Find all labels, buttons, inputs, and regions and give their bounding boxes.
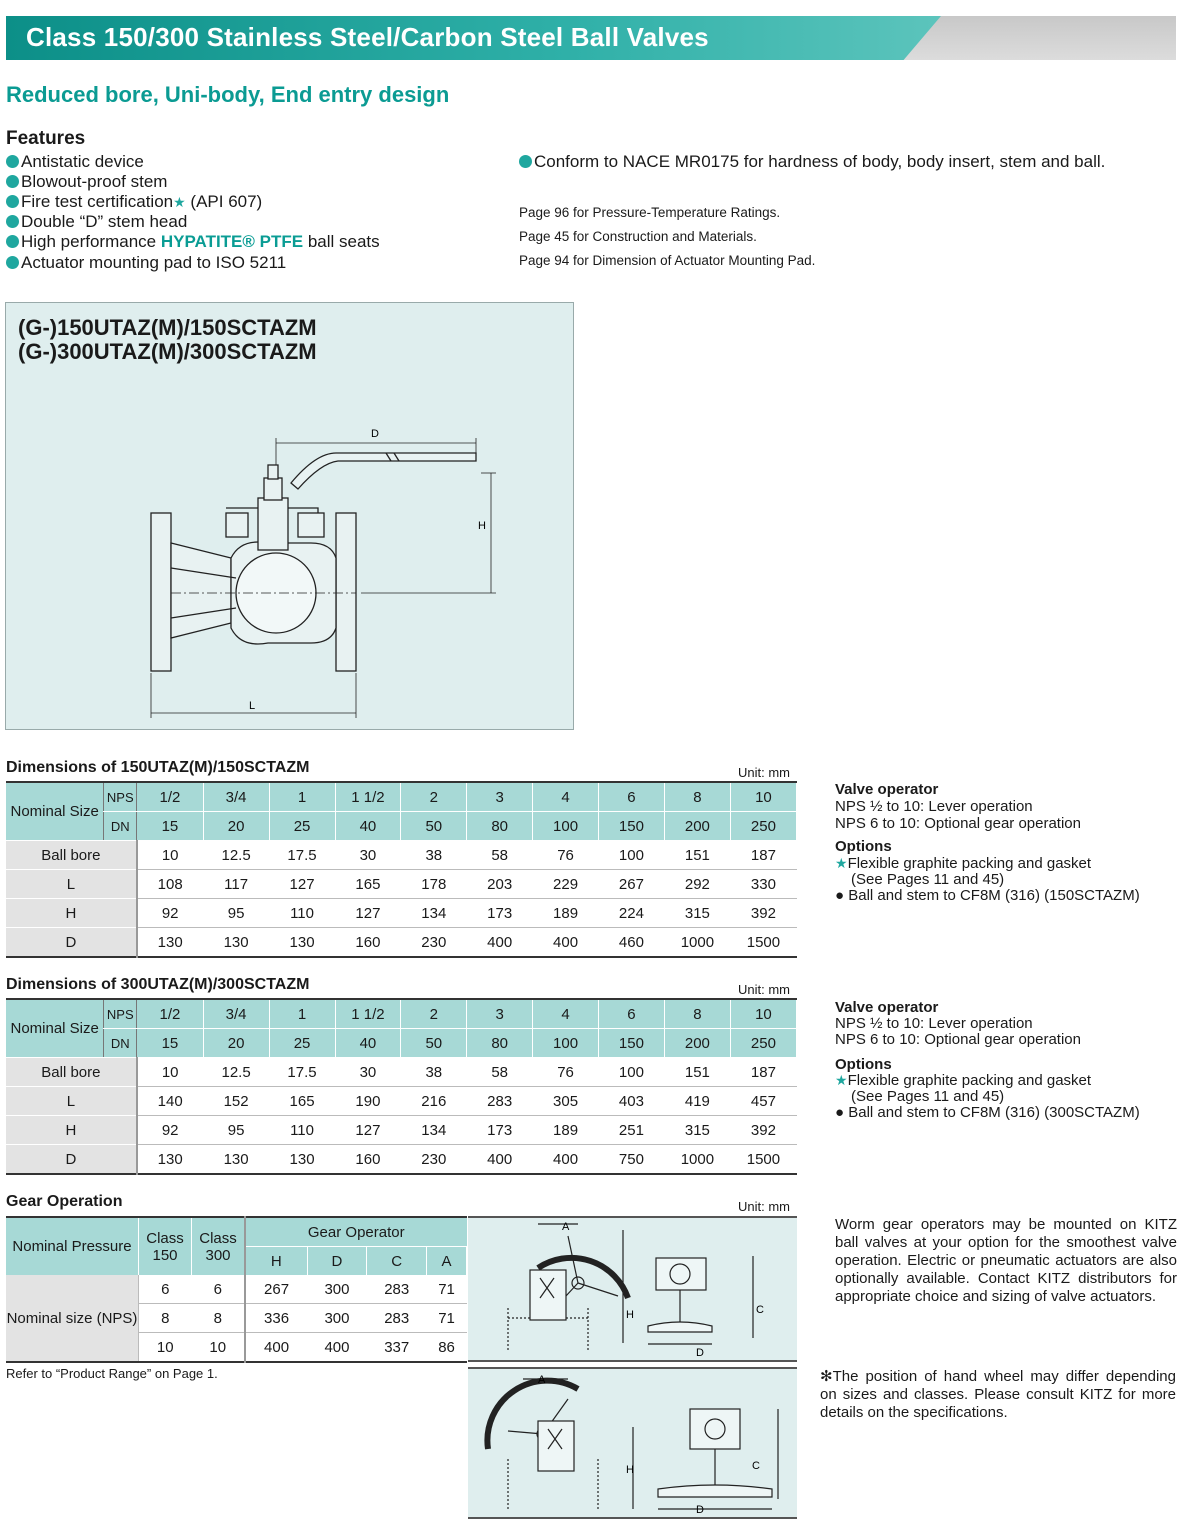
bullet-icon xyxy=(6,155,19,168)
table-row-l xyxy=(6,1087,797,1116)
diagram-label-c: C xyxy=(756,1304,764,1316)
table-cell: 400 xyxy=(245,1333,307,1363)
gear-column-header: H xyxy=(245,1247,307,1276)
table-cell: 251 xyxy=(599,1116,665,1145)
table-cell: 460 xyxy=(599,928,665,958)
table-cell: 100 xyxy=(599,1058,665,1087)
table-cell: 300 xyxy=(307,1304,367,1333)
gear-heading: Gear Operation xyxy=(6,1193,123,1210)
table-row-d xyxy=(6,1145,797,1175)
table-cell: 12.5 xyxy=(203,1058,269,1087)
table-row-h xyxy=(6,1116,797,1145)
table-cell: 58 xyxy=(467,1058,533,1087)
table-cell: 267 xyxy=(599,870,665,899)
feature-item: Double “D” stem head xyxy=(6,212,187,232)
unit-label: Unit: mm xyxy=(738,1199,790,1214)
table-cell: 20 xyxy=(203,1029,269,1058)
table-cell: 10 xyxy=(137,1058,203,1087)
table-cell: 3 xyxy=(467,782,533,812)
table-cell: 403 xyxy=(599,1087,665,1116)
table-cell: 305 xyxy=(533,1087,599,1116)
table-cell: 400 xyxy=(467,1145,533,1175)
table-cell: 92 xyxy=(137,899,203,928)
feature-item: Antistatic device xyxy=(6,152,144,172)
model-title-150: (G-)150UTAZ(M)/150SCTAZM xyxy=(18,315,317,340)
table-cell: 38 xyxy=(401,841,467,870)
star-icon: ★ xyxy=(835,1072,848,1088)
feature-item: Blowout-proof stem xyxy=(6,172,167,192)
table-cell: 6 xyxy=(139,1275,192,1304)
table-cell: 1000 xyxy=(664,1145,730,1175)
table-cell: 216 xyxy=(401,1087,467,1116)
table-cell: 1500 xyxy=(730,928,796,958)
table-cell: 80 xyxy=(467,812,533,841)
table-cell: 8 xyxy=(664,999,730,1029)
table-cell: 151 xyxy=(664,1058,730,1087)
unit-label: Unit: mm xyxy=(738,765,790,780)
valve-operator-heading: Valve operator xyxy=(835,781,939,798)
h-label: H xyxy=(6,899,137,928)
diagram-label-h: H xyxy=(626,1464,634,1476)
dn-label: DN xyxy=(104,1029,137,1058)
table-cell: 71 xyxy=(427,1275,467,1304)
table-cell: 160 xyxy=(335,1145,401,1175)
dimension-label-l: L xyxy=(249,700,256,712)
diagram-label-a: A xyxy=(562,1221,570,1233)
table300-heading: Dimensions of 300UTAZ(M)/300SCTAZM xyxy=(6,976,310,993)
table-cell: 392 xyxy=(730,1116,796,1145)
table-cell: 315 xyxy=(664,899,730,928)
table-cell: 130 xyxy=(137,928,203,958)
table-cell: 1/2 xyxy=(137,782,203,812)
table-cell: 189 xyxy=(533,899,599,928)
table-cell: 20 xyxy=(203,812,269,841)
unit-label: Unit: mm xyxy=(738,982,790,997)
page-title: Class 150/300 Stainless Steel/Carbon Steel Ball Valves xyxy=(26,22,709,52)
table-cell: 200 xyxy=(664,1029,730,1058)
gear-note: Worm gear operators may be mounted on KITZ ball valves at your option for the smoothest valve operation. Electric or pneumatic actuators are also optionally available. Contact KITZ distributors for appropriate choice and sizing of valve actuators. xyxy=(835,1216,1177,1305)
table-cell: 25 xyxy=(269,1029,335,1058)
table-cell: 203 xyxy=(467,870,533,899)
d-label: D xyxy=(6,928,137,958)
dn-label: DN xyxy=(104,812,137,841)
nominal-pressure-label: Nominal Pressure xyxy=(6,1217,139,1275)
table-cell: 150 xyxy=(599,812,665,841)
table-cell: 10 xyxy=(192,1333,246,1363)
table-cell: 337 xyxy=(367,1333,427,1363)
options-heading: Options xyxy=(835,1056,892,1073)
options-heading: Options xyxy=(835,838,892,855)
refer-note: Refer to “Product Range” on Page 1. xyxy=(6,1366,218,1381)
gear-operator-label: Gear Operator xyxy=(245,1217,467,1247)
table-cell: 750 xyxy=(599,1145,665,1175)
table-cell: 250 xyxy=(730,1029,796,1058)
table-cell: 127 xyxy=(335,1116,401,1145)
table-cell: 189 xyxy=(533,1116,599,1145)
bullet-icon xyxy=(6,215,19,228)
table-cell: 17.5 xyxy=(269,841,335,870)
table-cell: 230 xyxy=(401,1145,467,1175)
header-banner xyxy=(6,16,1176,60)
gear-column-header: C xyxy=(367,1247,427,1276)
d-label: D xyxy=(6,1145,137,1175)
table-cell: 30 xyxy=(335,1058,401,1087)
dimension-label-h: H xyxy=(478,520,486,532)
table-cell: 130 xyxy=(269,1145,335,1175)
table-cell: 92 xyxy=(137,1116,203,1145)
table-cell: 400 xyxy=(533,928,599,958)
table-cell: 230 xyxy=(401,928,467,958)
table-cell: 6 xyxy=(192,1275,246,1304)
table-cell: 10 xyxy=(137,841,203,870)
table-row-h xyxy=(6,899,797,928)
feature-nace: Conform to NACE MR0175 for hardness of body, body insert, stem and ball. xyxy=(519,152,1105,172)
table-cell: 283 xyxy=(467,1087,533,1116)
table-cell: 40 xyxy=(335,812,401,841)
table-cell: 173 xyxy=(467,1116,533,1145)
page-subtitle: Reduced bore, Uni-body, End entry design xyxy=(6,82,450,107)
class300-label: Class 300 xyxy=(192,1217,246,1275)
feature-item: Actuator mounting pad to ISO 5211 xyxy=(6,253,286,273)
table-row-nps xyxy=(6,999,797,1029)
star-icon: ★ xyxy=(835,855,848,871)
table-cell: 127 xyxy=(269,870,335,899)
table-row-l xyxy=(6,870,797,899)
dimension-label-d: D xyxy=(371,428,379,440)
table-cell: 130 xyxy=(203,928,269,958)
ball-bore-label: Ball bore xyxy=(6,841,137,870)
table-cell: 8 xyxy=(192,1304,246,1333)
ball-bore-label: Ball bore xyxy=(6,1058,137,1087)
table-cell: 76 xyxy=(533,841,599,870)
valve-drawing-panel xyxy=(5,302,574,730)
table-cell: 173 xyxy=(467,899,533,928)
gear-drawing-panel-1 xyxy=(468,1216,797,1362)
table-cell: 267 xyxy=(245,1275,307,1304)
table-cell: 15 xyxy=(137,1029,203,1058)
table-cell: 10 xyxy=(730,999,796,1029)
table-cell: 1 xyxy=(269,782,335,812)
table-cell: 3 xyxy=(467,999,533,1029)
table-cell: 15 xyxy=(137,812,203,841)
hypatite-brand: HYPATITE® PTFE xyxy=(160,232,304,251)
table-row-ball-bore xyxy=(6,841,797,870)
table-cell: 134 xyxy=(401,1116,467,1145)
table-cell: 76 xyxy=(533,1058,599,1087)
table-cell: 86 xyxy=(427,1333,467,1363)
table-cell: 1/2 xyxy=(137,999,203,1029)
table-cell: 1500 xyxy=(730,1145,796,1175)
diagram-label-c: C xyxy=(752,1460,760,1472)
gear-operation-table xyxy=(6,1216,467,1363)
option-item: ● Ball and stem to CF8M (316) (150SCTAZM) xyxy=(835,887,1140,904)
table-cell: 400 xyxy=(307,1333,367,1363)
valve-operator-text: NPS ½ to 10: Lever operation xyxy=(835,1015,1033,1032)
table-cell: 110 xyxy=(269,1116,335,1145)
h-label: H xyxy=(6,1116,137,1145)
class150-label: Class 150 xyxy=(139,1217,192,1275)
valve-operator-text: NPS 6 to 10: Optional gear operation xyxy=(835,1031,1081,1048)
table-cell: 80 xyxy=(467,1029,533,1058)
table-cell: 130 xyxy=(269,928,335,958)
table-cell: 1 1/2 xyxy=(335,999,401,1029)
table-row-ball-bore xyxy=(6,1058,797,1087)
table-cell: 187 xyxy=(730,841,796,870)
nominal-size-label: Nominal Size xyxy=(6,782,104,841)
table-cell: 3/4 xyxy=(203,999,269,1029)
hand-wheel-note: ✻The position of hand wheel may differ depending on sizes and classes. Please consult KITZ for more details on the specifications. xyxy=(820,1368,1176,1421)
gear-column-header: A xyxy=(427,1247,467,1276)
table-cell: 40 xyxy=(335,1029,401,1058)
feature-item: High performance HYPATITE® PTFE ball seats xyxy=(6,232,380,252)
diagram-label-d: D xyxy=(696,1504,704,1516)
table-row-nps xyxy=(6,782,797,812)
nominal-size-label: Nominal Size xyxy=(6,999,104,1058)
bullet-icon: ● xyxy=(835,1104,849,1121)
table-cell: 38 xyxy=(401,1058,467,1087)
table-cell: 330 xyxy=(730,870,796,899)
features-heading: Features xyxy=(6,128,86,149)
gear-operator-drawing xyxy=(468,1369,797,1517)
table-cell: 117 xyxy=(203,870,269,899)
table-cell: 178 xyxy=(401,870,467,899)
l-label: L xyxy=(6,870,137,899)
page-ref: Page 45 for Construction and Materials. xyxy=(519,229,757,244)
gear-drawing-panel-2 xyxy=(468,1367,797,1519)
table-row xyxy=(6,1275,467,1304)
table-cell: 134 xyxy=(401,899,467,928)
table-cell: 140 xyxy=(137,1087,203,1116)
table-cell: 315 xyxy=(664,1116,730,1145)
table-cell: 71 xyxy=(427,1304,467,1333)
table-cell: 400 xyxy=(533,1145,599,1175)
asterisk-icon: ✻ xyxy=(820,1368,833,1385)
table-cell: 224 xyxy=(599,899,665,928)
option-item: ★Flexible graphite packing and gasket xyxy=(835,855,1092,872)
table-cell: 95 xyxy=(203,899,269,928)
table-cell: 130 xyxy=(203,1145,269,1175)
option-item: ★Flexible graphite packing and gasket xyxy=(835,1072,1092,1089)
diagram-label-h: H xyxy=(626,1309,634,1321)
table-cell: 50 xyxy=(401,1029,467,1058)
table-cell: 100 xyxy=(533,812,599,841)
option-note: (See Pages 11 and 45) xyxy=(851,871,1005,888)
table-cell: 1 xyxy=(269,999,335,1029)
table-row-d xyxy=(6,928,797,958)
table-cell: 165 xyxy=(335,870,401,899)
dimensions-table-150 xyxy=(6,781,797,958)
l-label: L xyxy=(6,1087,137,1116)
bullet-icon xyxy=(6,235,19,248)
bullet-icon xyxy=(6,175,19,188)
table-cell: 17.5 xyxy=(269,1058,335,1087)
bullet-icon: ● xyxy=(835,887,849,904)
table-cell: 10 xyxy=(730,782,796,812)
table-cell: 1000 xyxy=(664,928,730,958)
bullet-icon xyxy=(6,256,19,269)
nominal-size-label: Nominal size (NPS) xyxy=(6,1275,139,1362)
table-cell: 151 xyxy=(664,841,730,870)
table-cell: 457 xyxy=(730,1087,796,1116)
table-cell: 50 xyxy=(401,812,467,841)
table-cell: 200 xyxy=(664,812,730,841)
valve-operator-text: NPS ½ to 10: Lever operation xyxy=(835,798,1033,815)
dimensions-table-300 xyxy=(6,998,797,1175)
star-icon: ★ xyxy=(173,194,186,210)
table-cell: 4 xyxy=(533,782,599,812)
nps-label: NPS xyxy=(104,999,137,1029)
table-cell: 130 xyxy=(137,1145,203,1175)
table-cell: 2 xyxy=(401,782,467,812)
table-cell: 283 xyxy=(367,1275,427,1304)
table-cell: 160 xyxy=(335,928,401,958)
table-cell: 2 xyxy=(401,999,467,1029)
table-cell: 58 xyxy=(467,841,533,870)
table-cell: 187 xyxy=(730,1058,796,1087)
page-ref: Page 96 for Pressure-Temperature Ratings. xyxy=(519,205,781,220)
valve-operator-text: NPS 6 to 10: Optional gear operation xyxy=(835,815,1081,832)
table-cell: 30 xyxy=(335,841,401,870)
bullet-icon xyxy=(519,155,532,168)
table-cell: 100 xyxy=(599,841,665,870)
table-cell: 127 xyxy=(335,899,401,928)
table-cell: 10 xyxy=(139,1333,192,1363)
gear-operator-drawing xyxy=(468,1218,797,1360)
nps-label: NPS xyxy=(104,782,137,812)
table-cell: 100 xyxy=(533,1029,599,1058)
table-cell: 4 xyxy=(533,999,599,1029)
table150-heading: Dimensions of 150UTAZ(M)/150SCTAZM xyxy=(6,759,310,776)
table-cell: 150 xyxy=(599,1029,665,1058)
table-cell: 419 xyxy=(664,1087,730,1116)
table-row-dn xyxy=(6,812,797,841)
gear-column-header: D xyxy=(307,1247,367,1276)
option-note: (See Pages 11 and 45) xyxy=(851,1088,1005,1105)
table-cell: 95 xyxy=(203,1116,269,1145)
table-cell: 3/4 xyxy=(203,782,269,812)
table-cell: 400 xyxy=(467,928,533,958)
option-item: ● Ball and stem to CF8M (316) (300SCTAZM) xyxy=(835,1104,1140,1121)
table-cell: 8 xyxy=(664,782,730,812)
table-cell: 392 xyxy=(730,899,796,928)
table-cell: 6 xyxy=(599,782,665,812)
table-cell: 336 xyxy=(245,1304,307,1333)
ball-valve-drawing xyxy=(6,303,573,729)
table-cell: 292 xyxy=(664,870,730,899)
table-cell: 300 xyxy=(307,1275,367,1304)
table-cell: 25 xyxy=(269,812,335,841)
table-cell: 283 xyxy=(367,1304,427,1333)
table-row-dn xyxy=(6,1029,797,1058)
table-cell: 190 xyxy=(335,1087,401,1116)
valve-operator-heading: Valve operator xyxy=(835,999,939,1016)
page-ref: Page 94 for Dimension of Actuator Mounting Pad. xyxy=(519,253,816,268)
model-title-300: (G-)300UTAZ(M)/300SCTAZM xyxy=(18,339,317,364)
table-cell: 12.5 xyxy=(203,841,269,870)
table-cell: 250 xyxy=(730,812,796,841)
table-cell: 6 xyxy=(599,999,665,1029)
table-cell: 8 xyxy=(139,1304,192,1333)
table-cell: 108 xyxy=(137,870,203,899)
feature-item: Fire test certification★ (API 607) xyxy=(6,192,262,212)
table-cell: 165 xyxy=(269,1087,335,1116)
diagram-label-d: D xyxy=(696,1347,704,1359)
table-cell: 229 xyxy=(533,870,599,899)
diagram-label-a: A xyxy=(538,1374,546,1386)
table-cell: 110 xyxy=(269,899,335,928)
table-cell: 152 xyxy=(203,1087,269,1116)
table-cell: 1 1/2 xyxy=(335,782,401,812)
bullet-icon xyxy=(6,195,19,208)
